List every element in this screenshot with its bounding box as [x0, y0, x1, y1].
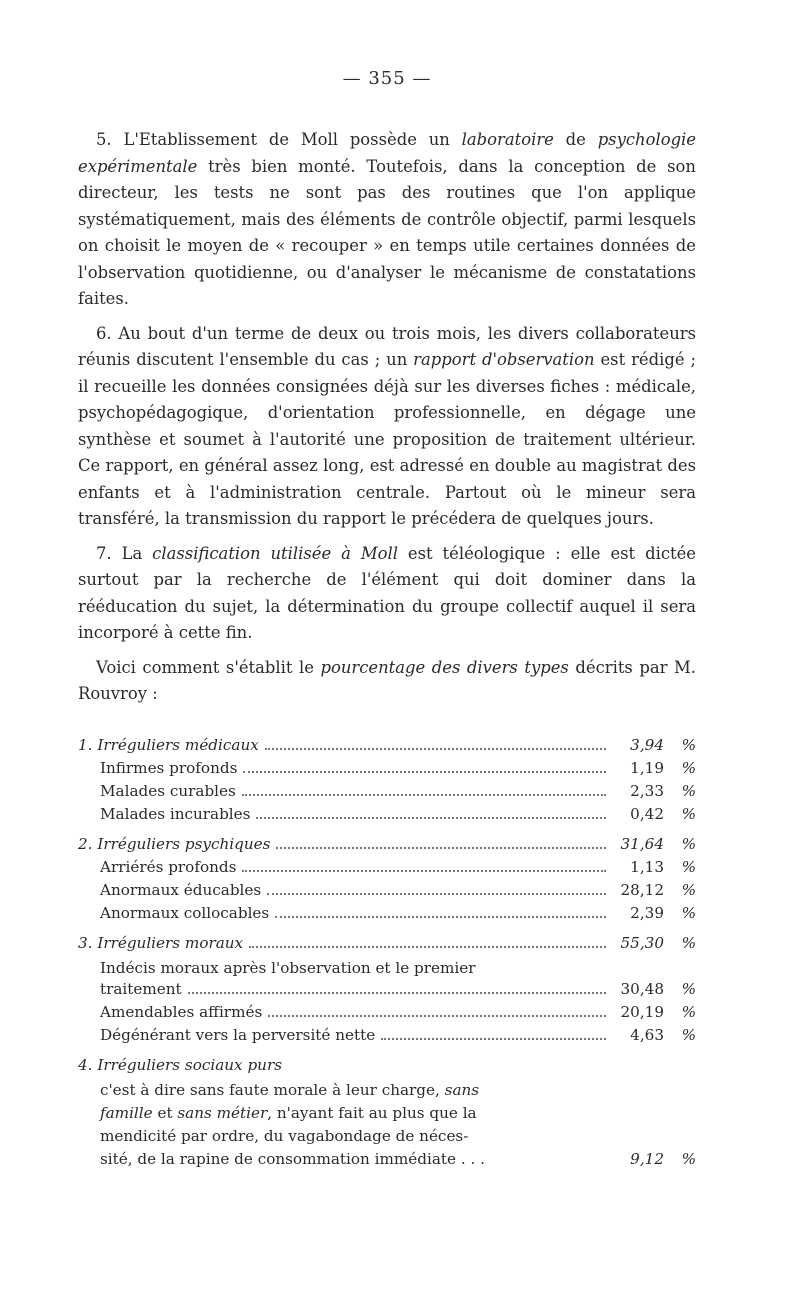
table-row: Malades curables 2,33 % — [100, 781, 696, 800]
table-row: 4. Irréguliers sociaux purs — [78, 1055, 283, 1074]
paragraph-6: 6. Au bout d'un terme de deux ou trois mois, les divers collaborateurs réunis discutent l'ensemble du cas ; un rapport d'observation est rédigé ; il recueille les données consignées déjà sur les diverses fiches : médicale, psychopédagogique, d'orientation professionnelle, en dégage une synthèse et soumet à l'autorité une proposition de traitement ultérieur. Ce rapport, en général assez long, est adressé en double au magistrat des enfants et à l'administration centrale. Partout où le mineur sera transféré, la transmission du rapport le précédera de quelques jours. — [78, 323, 696, 528]
table-row: Infirmes profonds 1,19 % — [100, 758, 696, 777]
table-row: Arriérés profonds 1,13 % — [100, 857, 696, 876]
percentage-table — [78, 736, 696, 1171]
table-row: traitement 30,48 % — [100, 979, 696, 998]
table-row: Anormaux éducables 28,12 % — [100, 880, 696, 899]
table-row: Anormaux collocables 2,39 % — [100, 903, 696, 922]
table-row: sité, de la rapine de consommation immédiate . . . 9,12 % — [100, 1149, 696, 1168]
table-row-desc-line: mendicité par ordre, du vagabondage de néces- — [100, 1126, 469, 1145]
table-row: 3. Irréguliers moraux 55,30 % — [78, 933, 696, 952]
table-row: Amendables affirmés 20,19 % — [100, 1002, 696, 1021]
table-row: Malades incurables 0,42 % — [100, 804, 696, 823]
table-row-label-line: Indécis moraux après l'observation et le premier — [100, 958, 476, 977]
paragraph-5: 5. L'Etablissement de Moll possède un laboratoire de psychologie expérimentale très bien monté. Toutefois, dans la conception de son directeur, les tests ne sont pas des routines que l'on applique systématiquement, mais des éléments de contrôle objectif, parmi lesquels on choisit le moyen de « recouper » en temps utile certaines données de l'observation quotidienne, ou d'analyser le mécanisme de constatations faites. — [78, 130, 696, 308]
paragraph-7: 7. La classification utilisée à Moll est téléologique : elle est dictée surtout par la recherche de l'élément qui doit dominer dans la rééducation du sujet, la détermination du groupe collectif auquel il sera incorporé à cette fin. — [78, 543, 696, 642]
table-row-desc-line: c'est à dire sans faute morale à leur charge, sans — [100, 1080, 480, 1099]
document-page — [78, 68, 696, 1171]
table-row-desc-line: famille et sans métier, n'ayant fait au plus que la — [100, 1103, 477, 1122]
table-row: 2. Irréguliers psychiques 31,64 % — [78, 834, 696, 853]
table-row: Dégénérant vers la perversité nette 4,63 % — [100, 1025, 696, 1044]
paragraph-8: Voici comment s'établit le pourcentage des divers types décrits par M. Rouvroy : — [78, 657, 696, 703]
table-row: 1. Irréguliers médicaux 3,94 % — [78, 735, 696, 754]
page-number: — 355 — — [342, 68, 432, 89]
